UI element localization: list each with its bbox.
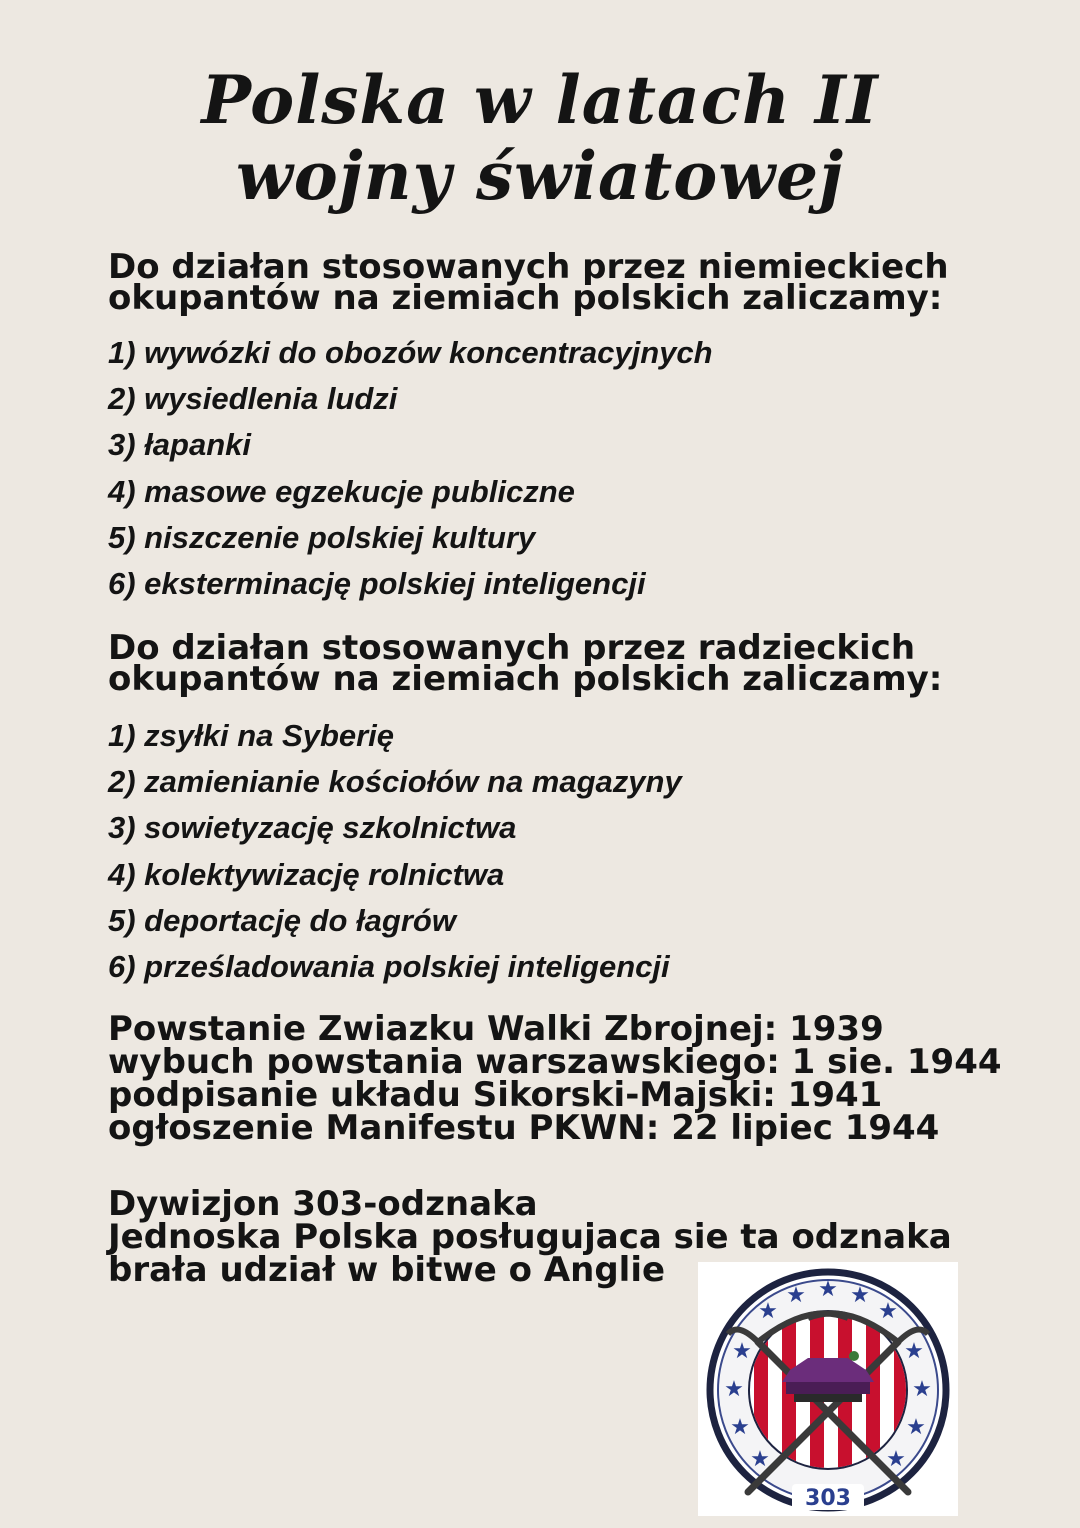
german-actions-list: [108, 330, 713, 607]
svg-text:★: ★: [912, 1377, 932, 1402]
german-heading-line-2: okupantów na ziemiach polskich zaliczamy:: [108, 278, 943, 318]
svg-text:★: ★: [732, 1339, 752, 1364]
list-item: 6) eksterminację polskiej inteligencji: [108, 566, 646, 602]
page-title-line-2: wojny światowej: [235, 137, 845, 215]
svg-text:★: ★: [724, 1377, 744, 1402]
svg-text:★: ★: [786, 1283, 806, 1308]
svg-text:★: ★: [906, 1415, 926, 1440]
svg-text:★: ★: [730, 1415, 750, 1440]
svg-text:★: ★: [878, 1299, 898, 1324]
list-item: 3) łapanki: [108, 427, 251, 463]
list-item: 1) zsyłki na Syberię: [108, 718, 395, 753]
squadron-text-line-1: Jednoska Polska posługujaca sie ta odznaka: [108, 1217, 952, 1257]
list-item: 2) wysiedlenia ludzi: [108, 381, 398, 417]
badge-number: 303: [805, 1486, 851, 1511]
list-item: 3) sowietyzację szkolnictwa: [108, 810, 517, 846]
key-date-sikorski-majski: podpisanie układu Sikorski-Majski: 1941: [108, 1075, 883, 1115]
list-item: 6) prześladowania polskiej inteligencji: [108, 949, 670, 985]
list-item: 1) wywózki do obozów koncentracyjnych: [108, 335, 713, 370]
soviet-section-heading: [108, 628, 1008, 699]
soviet-heading-line-2: okupantów na ziemiach polskich zaliczamy:: [108, 659, 943, 699]
list-item: 5) niszczenie polskiej kultury: [108, 519, 536, 555]
list-item: 4) kolektywizację rolnictwa: [108, 856, 505, 892]
page-title: [0, 62, 1080, 214]
squadron-303-badge-icon: [698, 1262, 958, 1516]
key-dates: [108, 1009, 1008, 1148]
svg-text:★: ★: [904, 1339, 924, 1364]
list-item: 5) deportację do łagrów: [108, 902, 456, 938]
key-date-zwz: Powstanie Zwiazku Walki Zbrojnej: 1939: [108, 1009, 884, 1049]
squadron-heading: Dywizjon 303-odznaka: [108, 1184, 538, 1224]
squadron-303-badge: [698, 1262, 958, 1516]
list-item: 4) masowe egzekucje publiczne: [108, 473, 575, 509]
squadron-text-line-2: brała udział w bitwe o Anglie: [108, 1250, 666, 1290]
soviet-heading-line-1: Do działan stosowanych przez radzieckich: [108, 628, 916, 668]
soviet-actions-list: [108, 713, 682, 990]
list-item: 2) zamienianie kościołów na magazyny: [108, 764, 682, 800]
page-title-line-1: Polska w latach II: [201, 61, 879, 139]
key-date-pkwn: ogłoszenie Manifestu PKWN: 22 lipiec 1944: [108, 1108, 940, 1148]
german-heading-line-1: Do działan stosowanych przez niemieckiech: [108, 247, 949, 287]
svg-text:★: ★: [750, 1447, 770, 1472]
svg-text:★: ★: [818, 1277, 838, 1302]
svg-text:★: ★: [850, 1283, 870, 1308]
svg-text:★: ★: [886, 1447, 906, 1472]
german-section-heading: [108, 247, 1008, 318]
key-date-warsaw-uprising: wybuch powstania warszawskiego: 1 sie. 1944: [108, 1042, 1002, 1082]
svg-text:★: ★: [758, 1299, 778, 1324]
